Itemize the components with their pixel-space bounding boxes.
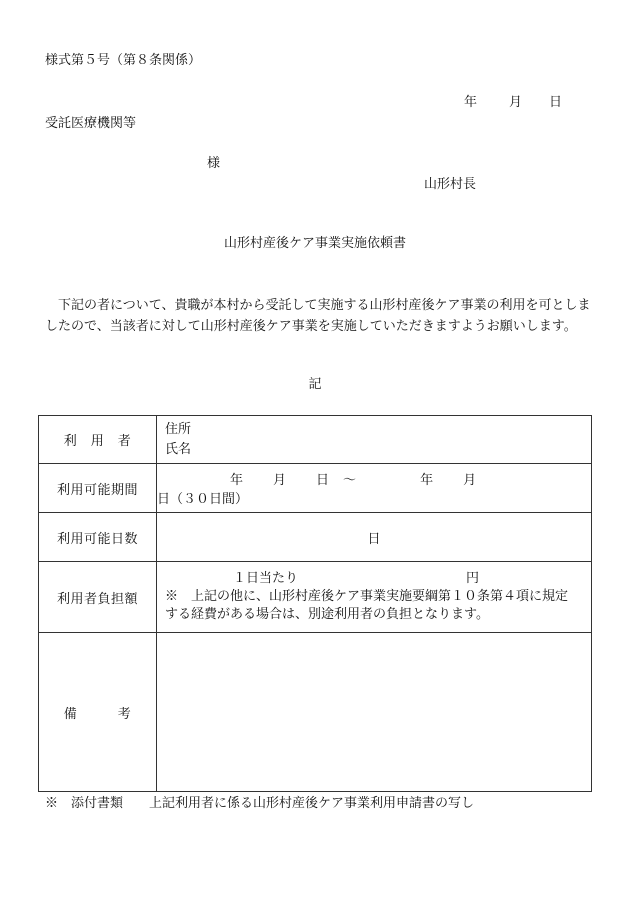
period-end-month: 月 xyxy=(463,473,477,488)
honorific: 様 xyxy=(207,156,221,171)
address-label: 住所 xyxy=(165,421,192,437)
burden-note-2: する経費がある場合は、別途利用者の負担となります。 xyxy=(165,607,489,622)
row-user xyxy=(39,416,592,464)
period-start-day: 日 xyxy=(316,473,330,488)
days-value: 日 xyxy=(157,513,592,562)
date-year: 年 xyxy=(464,95,478,110)
row-burden xyxy=(39,562,592,633)
issuer: 山形村長 xyxy=(424,177,477,192)
attachment-mark: ※ 添付書類 xyxy=(45,796,124,811)
document-title: 山形村産後ケア事業実施依頼書 xyxy=(223,236,406,251)
ki-heading: 記 xyxy=(308,377,322,392)
period-cell xyxy=(157,464,592,513)
date-day: 日 xyxy=(549,95,563,110)
days-label: 利用可能日数 xyxy=(39,513,157,562)
form-number: 様式第５号（第８条関係） xyxy=(45,53,202,68)
period-start-year: 年 xyxy=(230,473,244,488)
user-label: 利 用 者 xyxy=(39,416,157,464)
period-end-year: 年 xyxy=(420,473,434,488)
date-line xyxy=(464,95,562,111)
burden-note-1: ※ 上記の他に、山形村産後ケア事業実施要綱第１０条第４項に規定 xyxy=(165,589,569,604)
attachment-text: 上記利用者に係る山形村産後ケア事業利用申請書の写し xyxy=(149,796,475,811)
attachment-note xyxy=(45,796,474,812)
info-table xyxy=(38,415,592,792)
burden-per-day: １日当たり xyxy=(233,571,299,586)
burden-label: 利用者負担額 xyxy=(39,562,157,633)
row-days xyxy=(39,513,592,562)
burden-yen: 円 xyxy=(466,571,480,586)
recipient-org: 受託医療機関等 xyxy=(45,116,137,131)
user-cell xyxy=(157,416,592,464)
date-month: 月 xyxy=(509,95,523,110)
name-label: 氏名 xyxy=(165,441,192,457)
body-text: 下記の者について、貴職が本村から受託して実施する山形村産後ケア事業の利用を可としましたので、当該者に対して山形村産後ケア事業を実施していただきますようお願いします。 xyxy=(45,298,591,334)
remarks-cell[interactable] xyxy=(157,633,592,792)
row-period xyxy=(39,464,592,513)
burden-cell xyxy=(157,562,592,633)
period-end-day: 日（３０日間） xyxy=(157,492,249,507)
row-remarks xyxy=(39,633,592,792)
period-start-month: 月 xyxy=(273,473,287,488)
period-label: 利用可能期間 xyxy=(39,464,157,513)
period-separator: ～ xyxy=(343,473,357,488)
burden-amount-line xyxy=(157,570,591,588)
remarks-label: 備 考 xyxy=(39,633,157,792)
